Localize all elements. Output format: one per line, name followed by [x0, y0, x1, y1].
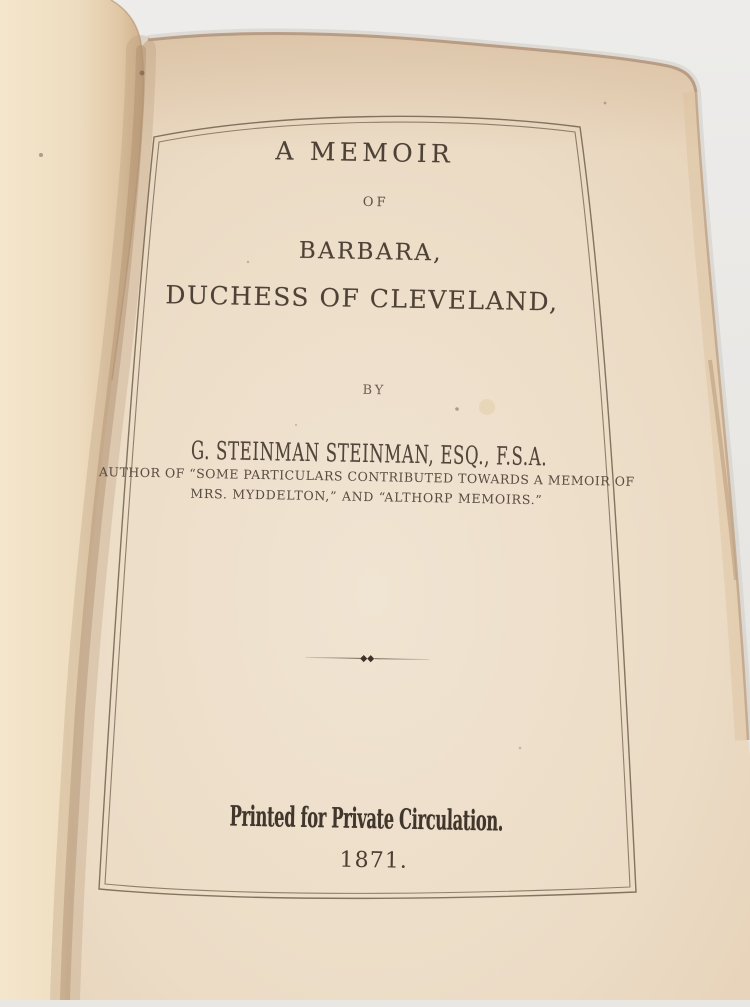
imprint-text: Printed for Private Circulation. — [229, 799, 504, 838]
title-conjunction: OF — [362, 194, 389, 211]
author-credit-line2: MRS. MYDDELTON,” AND “ALTHORP MEMOIRS.” — [190, 485, 543, 508]
byline-label: BY — [362, 382, 387, 399]
book-title: A MEMOIR — [275, 136, 455, 169]
subject-title: DUCHESS OF CLEVELAND, — [165, 280, 559, 317]
title-page — [62, 33, 750, 1000]
subject-name: BARBARA, — [298, 237, 444, 267]
publication-year: 1871. — [339, 847, 409, 874]
author-name-text: G. STEINMAN STEINMAN, ESQ., F.S.A. — [190, 435, 548, 472]
author-credit-line1: AUTHOR OF “SOME PARTICULARS CONTRIBUTED TOWARDS A MEMOIR OF — [98, 464, 635, 489]
